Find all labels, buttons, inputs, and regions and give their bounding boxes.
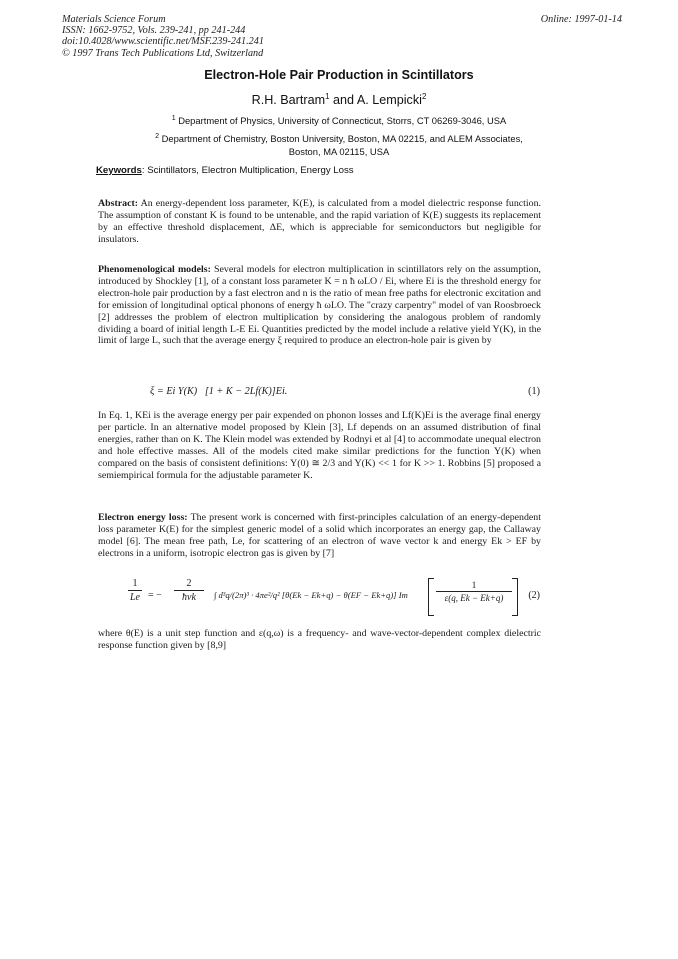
equation-2-im-frac bbox=[436, 580, 512, 603]
keywords-text: : Scintillators, Electron Multiplication, Energy Loss bbox=[141, 165, 354, 176]
equation-2-im-den: ε(q, Ek − Ek+q) bbox=[444, 593, 504, 603]
affiliation-2-line2: Boston, MA 02115, USA bbox=[288, 145, 390, 157]
author-2: A. Lempicki bbox=[356, 93, 422, 108]
equation-2-lhs-bar bbox=[128, 590, 142, 591]
equation-2-lhs-den: Le bbox=[130, 592, 140, 603]
affiliation-1-num: 1 bbox=[171, 115, 176, 122]
journal-issn: ISSN: 1662-9752, Vols. 239-241, pp 241-244 bbox=[62, 25, 246, 37]
equation-2-eq-sign: = − bbox=[148, 590, 162, 601]
equation-2-lhs bbox=[128, 578, 142, 603]
equation-2-coef-bar bbox=[174, 590, 204, 591]
equation-2-im-bracket bbox=[428, 578, 518, 616]
where-paragraph: where θ(E) is a unit step function and ε(q,ω) is a frequency- and wave-vector-dependent complex dielectric response function given by [8,9] bbox=[98, 628, 541, 651]
author-1-sup: 1 bbox=[325, 92, 330, 101]
equation-2-im-num: 1 bbox=[471, 580, 477, 590]
equation-1-body: ξ = Ei Y(K) [1 + K − 2Lf(K)]Ei. bbox=[150, 386, 288, 397]
keywords bbox=[96, 165, 354, 176]
affiliation-1 bbox=[0, 113, 678, 128]
author-1: R.H. Bartram bbox=[251, 93, 326, 108]
equation-2-right-bracket bbox=[512, 578, 518, 616]
equation-2 bbox=[128, 578, 540, 622]
equation-1-number: (1) bbox=[528, 386, 540, 397]
equation-2-left-bracket bbox=[428, 578, 434, 616]
journal-header bbox=[62, 14, 622, 59]
equation-1 bbox=[150, 386, 540, 397]
after-equation-1-paragraph: In Eq. 1, KEi is the average energy per pair expended on phonon losses and Lf(K)Ei is the average final energy per particle. In an alternative model proposed by Klein [3], Lf depends on an assumed distribution of final energies, rather than on K. The Klein model was extended by Rodnyi et al [4] to accommodate unequal electron and hole effective masses. All of the models cited make similar predictions for the function Y(K) when compared on the basis of consistent definitions: Y(0) ≅ 2/3 and Y(K) << 1 for K >> 1. Robbins [5] proposed a semiempirical formula for the adjustable parameter K. bbox=[98, 410, 541, 481]
affiliation-2-num: 2 bbox=[155, 133, 159, 140]
phenomenological-paragraph bbox=[98, 264, 541, 347]
equation-2-lhs-num: 1 bbox=[132, 578, 138, 589]
phenomenological-label: Phenomenological models: bbox=[98, 264, 211, 275]
author-and: and bbox=[329, 93, 357, 108]
affiliation-2 bbox=[0, 131, 678, 158]
abstract-text: An energy-dependent loss parameter, K(E), is calculated from a model dielectric response function. The assumption of constant K is found to be untenable, and the rapid variation of K(E) suggests its replacement by an effective threshold displacement, ΔE, which is appreciable for semiconductors but negligible for insulators. bbox=[98, 198, 541, 245]
electron-loss-paragraph bbox=[98, 512, 541, 560]
affiliation-1-text: Department of Physics, University of Connecticut, Storrs, CT 06269-3046, USA bbox=[178, 115, 507, 127]
author-2-sup: 2 bbox=[421, 92, 427, 101]
electron-loss-label: Electron energy loss: bbox=[98, 512, 188, 523]
equation-2-coef-den: ħvk bbox=[182, 592, 196, 603]
journal-name: Materials Science Forum bbox=[62, 14, 166, 25]
journal-copyright: © 1997 Trans Tech Publications Ltd, Switzerland bbox=[62, 47, 264, 59]
paper-title: Electron-Hole Pair Production in Scintillators bbox=[204, 68, 474, 82]
author-line bbox=[0, 92, 678, 107]
journal-doi: doi:10.4028/www.scientific.net/MSF.239-241.241 bbox=[62, 36, 264, 48]
abstract-paragraph bbox=[98, 198, 541, 246]
equation-2-coef bbox=[174, 578, 204, 603]
equation-2-number: (2) bbox=[528, 590, 540, 601]
equation-2-coef-num: 2 bbox=[186, 578, 192, 589]
phenomenological-text: Several models for electron multiplication in scintillators rely on the assumption, introduced by Shockley [1], of a constant loss parameter K = n ħ ωLO / Ei, where Ei is the threshold energy for electron-hole pair production by a fast electron and n is the ratio of mean free paths for electronic excitation and for emission of longitudinal optical phonons of energy ħ ωLO. The "crazy carpentry" model of van Roosbroeck [2] addresses the problem of electron multiplication by considering the analogous problem of randomly dividing a board of initial length L-E Ei. Quantities predicted by the model include a relative yield Y(K), in the limit of large L, such that the average energy ξ required to produce an electron-hole pair is given by bbox=[98, 264, 541, 347]
online-date: Online: 1997-01-14 bbox=[540, 14, 622, 25]
abstract-label: Abstract: bbox=[98, 198, 139, 209]
affiliation-2-line1: Department of Chemistry, Boston University, Boston, MA 02215, and ALEM Associates, bbox=[161, 133, 523, 145]
electron-loss-text: The present work is concerned with first-principles calculation of an energy-dependent loss parameter K(E) for the simplest generic model of a solid which incorporates an energy gap, the Callaway model [6]. The mean free path, Le, for scattering of an electron of wave vector k and energy Ek > EF by electrons in a uniform, isotropic electron gas is given by [7] bbox=[98, 512, 541, 559]
equation-2-integrand: ∫ d³q/(2π)³ · 4πe²/q² [θ(Ek − Ek+q) − θ(EF − Ek+q)] Im bbox=[214, 590, 408, 600]
equation-2-im-bar bbox=[436, 591, 512, 592]
keywords-label: Keywords bbox=[96, 165, 142, 176]
